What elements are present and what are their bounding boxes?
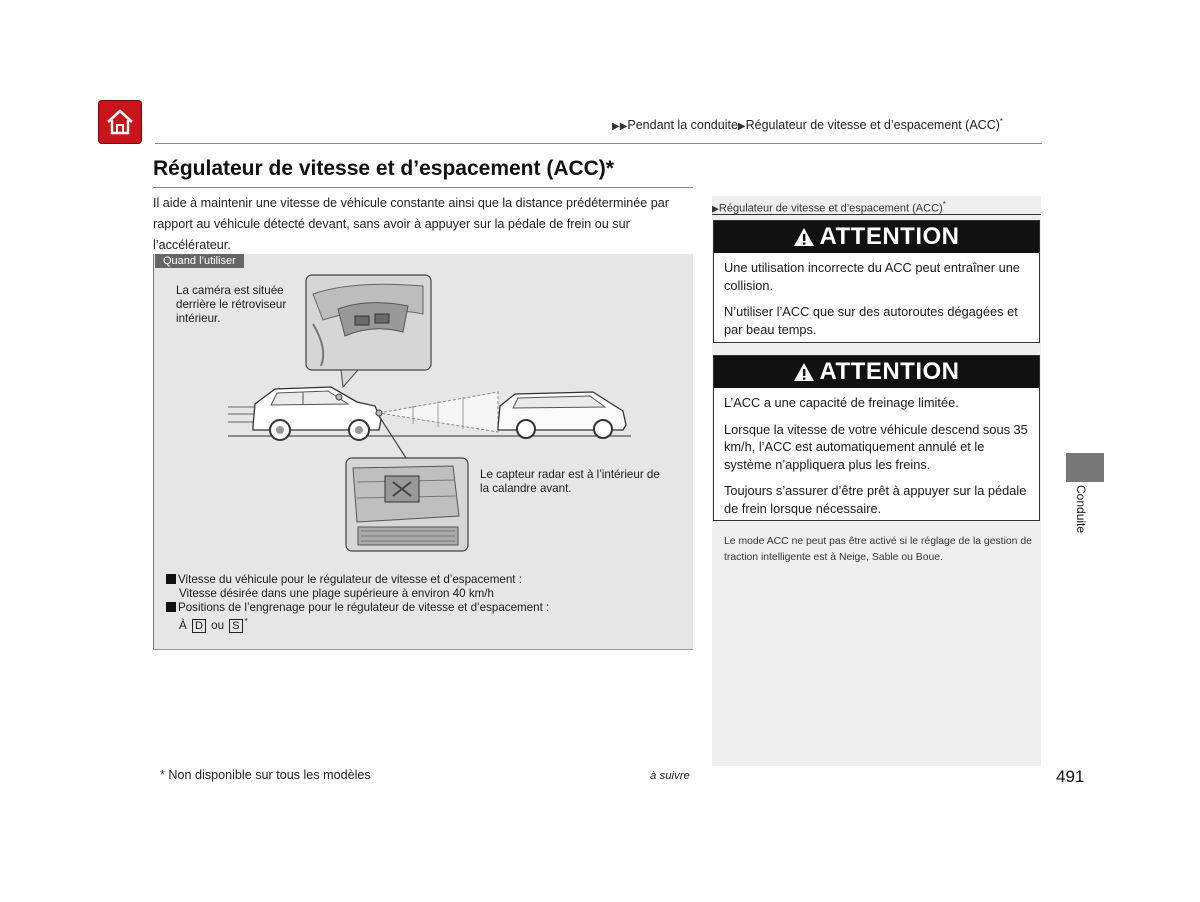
- radar-beam: [379, 392, 498, 432]
- breadcrumb-arrow-icon: ▶▶: [612, 121, 628, 133]
- footnote-mark: *: [244, 617, 248, 626]
- gear-key-d: D: [192, 619, 206, 633]
- intro-text: Il aide à maintenir une vitesse de véhicule constante ainsi que la distance prédéterminée par rapport au véhicule détecté devant, sans avoir à appuyer sur la pédale de frein ou sur l’accélérateur.: [153, 196, 669, 252]
- bullet-square-icon: [166, 574, 176, 584]
- gear-prefix: À: [179, 618, 187, 632]
- footnote: * Non disponible sur tous les modèles: [160, 768, 371, 782]
- warning-triangle-icon: [793, 362, 815, 382]
- warning-triangle-icon: [793, 227, 815, 247]
- header-rule: [155, 143, 1042, 144]
- title-rule: [153, 187, 693, 188]
- page-number: 491: [1056, 767, 1085, 786]
- home-button[interactable]: [98, 100, 142, 144]
- warning-label: ATTENTION: [819, 223, 960, 250]
- item-speed-text: Vitesse désirée dans une plage supérieure à environ 40 km/h: [179, 587, 494, 600]
- gear-key-s: S: [229, 619, 242, 633]
- breadcrumb-arrow-icon: ▶: [737, 121, 746, 133]
- warning-label: ATTENTION: [819, 358, 960, 385]
- side-heading[interactable]: [712, 196, 1041, 215]
- warning-box-1: [713, 220, 1040, 343]
- home-icon: [104, 106, 136, 138]
- warning-body: [714, 388, 1039, 525]
- item-gear-values: [179, 615, 479, 633]
- warning-text: Une utilisation incorrecte du ACC peut entraîner une collision.: [724, 260, 1020, 293]
- item-gear: [166, 601, 686, 615]
- radar-label: Le capteur radar est à l’intérieur de la calandre avant.: [480, 468, 660, 495]
- item-speed-title: Vitesse du véhicule pour le régulateur de vitesse et d’espacement :: [178, 573, 522, 586]
- chapter-tab[interactable]: [1066, 453, 1104, 482]
- breadcrumb: [612, 117, 1003, 132]
- footnote-mark: *: [942, 200, 946, 209]
- warning-header: [714, 356, 1039, 388]
- side-heading-text: Régulateur de vitesse et d’espacement (ACC): [718, 202, 943, 215]
- item-gear-title: Positions de l’engrenage pour le régulateur de vitesse et d’espacement :: [178, 601, 550, 614]
- side-note: Le mode ACC ne peut pas être activé si le réglage de la gestion de traction intelligente est à Neige, Sable ou Boue.: [724, 536, 1032, 563]
- chapter-tab-label: Conduite: [1074, 485, 1088, 534]
- warning-text: Lorsque la vitesse de votre véhicule descend sous 35 km/h, l’ACC est automatiquement annulé et le système n’appliquera plus les freins.: [724, 421, 1028, 472]
- camera-label: La caméra est située derrière le rétroviseur intérieur.: [176, 284, 287, 325]
- warning-box-2: [713, 355, 1040, 521]
- warning-text: Toujours s’assurer d’être prêt à appuyer sur la pédale de frein lorsque nécessaire.: [724, 483, 1027, 516]
- panel-tag: Quand l’utiliser: [155, 254, 244, 268]
- leading-vehicle: [498, 392, 626, 438]
- footnote-mark: *: [999, 117, 1004, 126]
- page-title: Régulateur de vitesse et d’espacement (ACC)*: [153, 157, 614, 180]
- breadcrumb-item-driving[interactable]: Pendant la conduite: [627, 118, 738, 133]
- own-vehicle: [253, 387, 382, 440]
- gear-or: ou: [211, 618, 225, 632]
- warning-text: L’ACC a une capacité de freinage limitée.: [724, 395, 959, 410]
- bullet-square-icon: [166, 602, 176, 612]
- item-speed: [166, 573, 686, 587]
- warning-body: [714, 253, 1039, 346]
- warning-text: N’utiliser l’ACC que sur des autoroutes dégagées et par beau temps.: [724, 304, 1018, 337]
- camera-inset: [306, 275, 431, 387]
- breadcrumb-item-acc[interactable]: Régulateur de vitesse et d’espacement (ACC): [745, 118, 1000, 133]
- link-arrow-icon: ▶: [712, 203, 719, 214]
- continued-label: à suivre: [650, 770, 690, 782]
- warning-header: [714, 221, 1039, 253]
